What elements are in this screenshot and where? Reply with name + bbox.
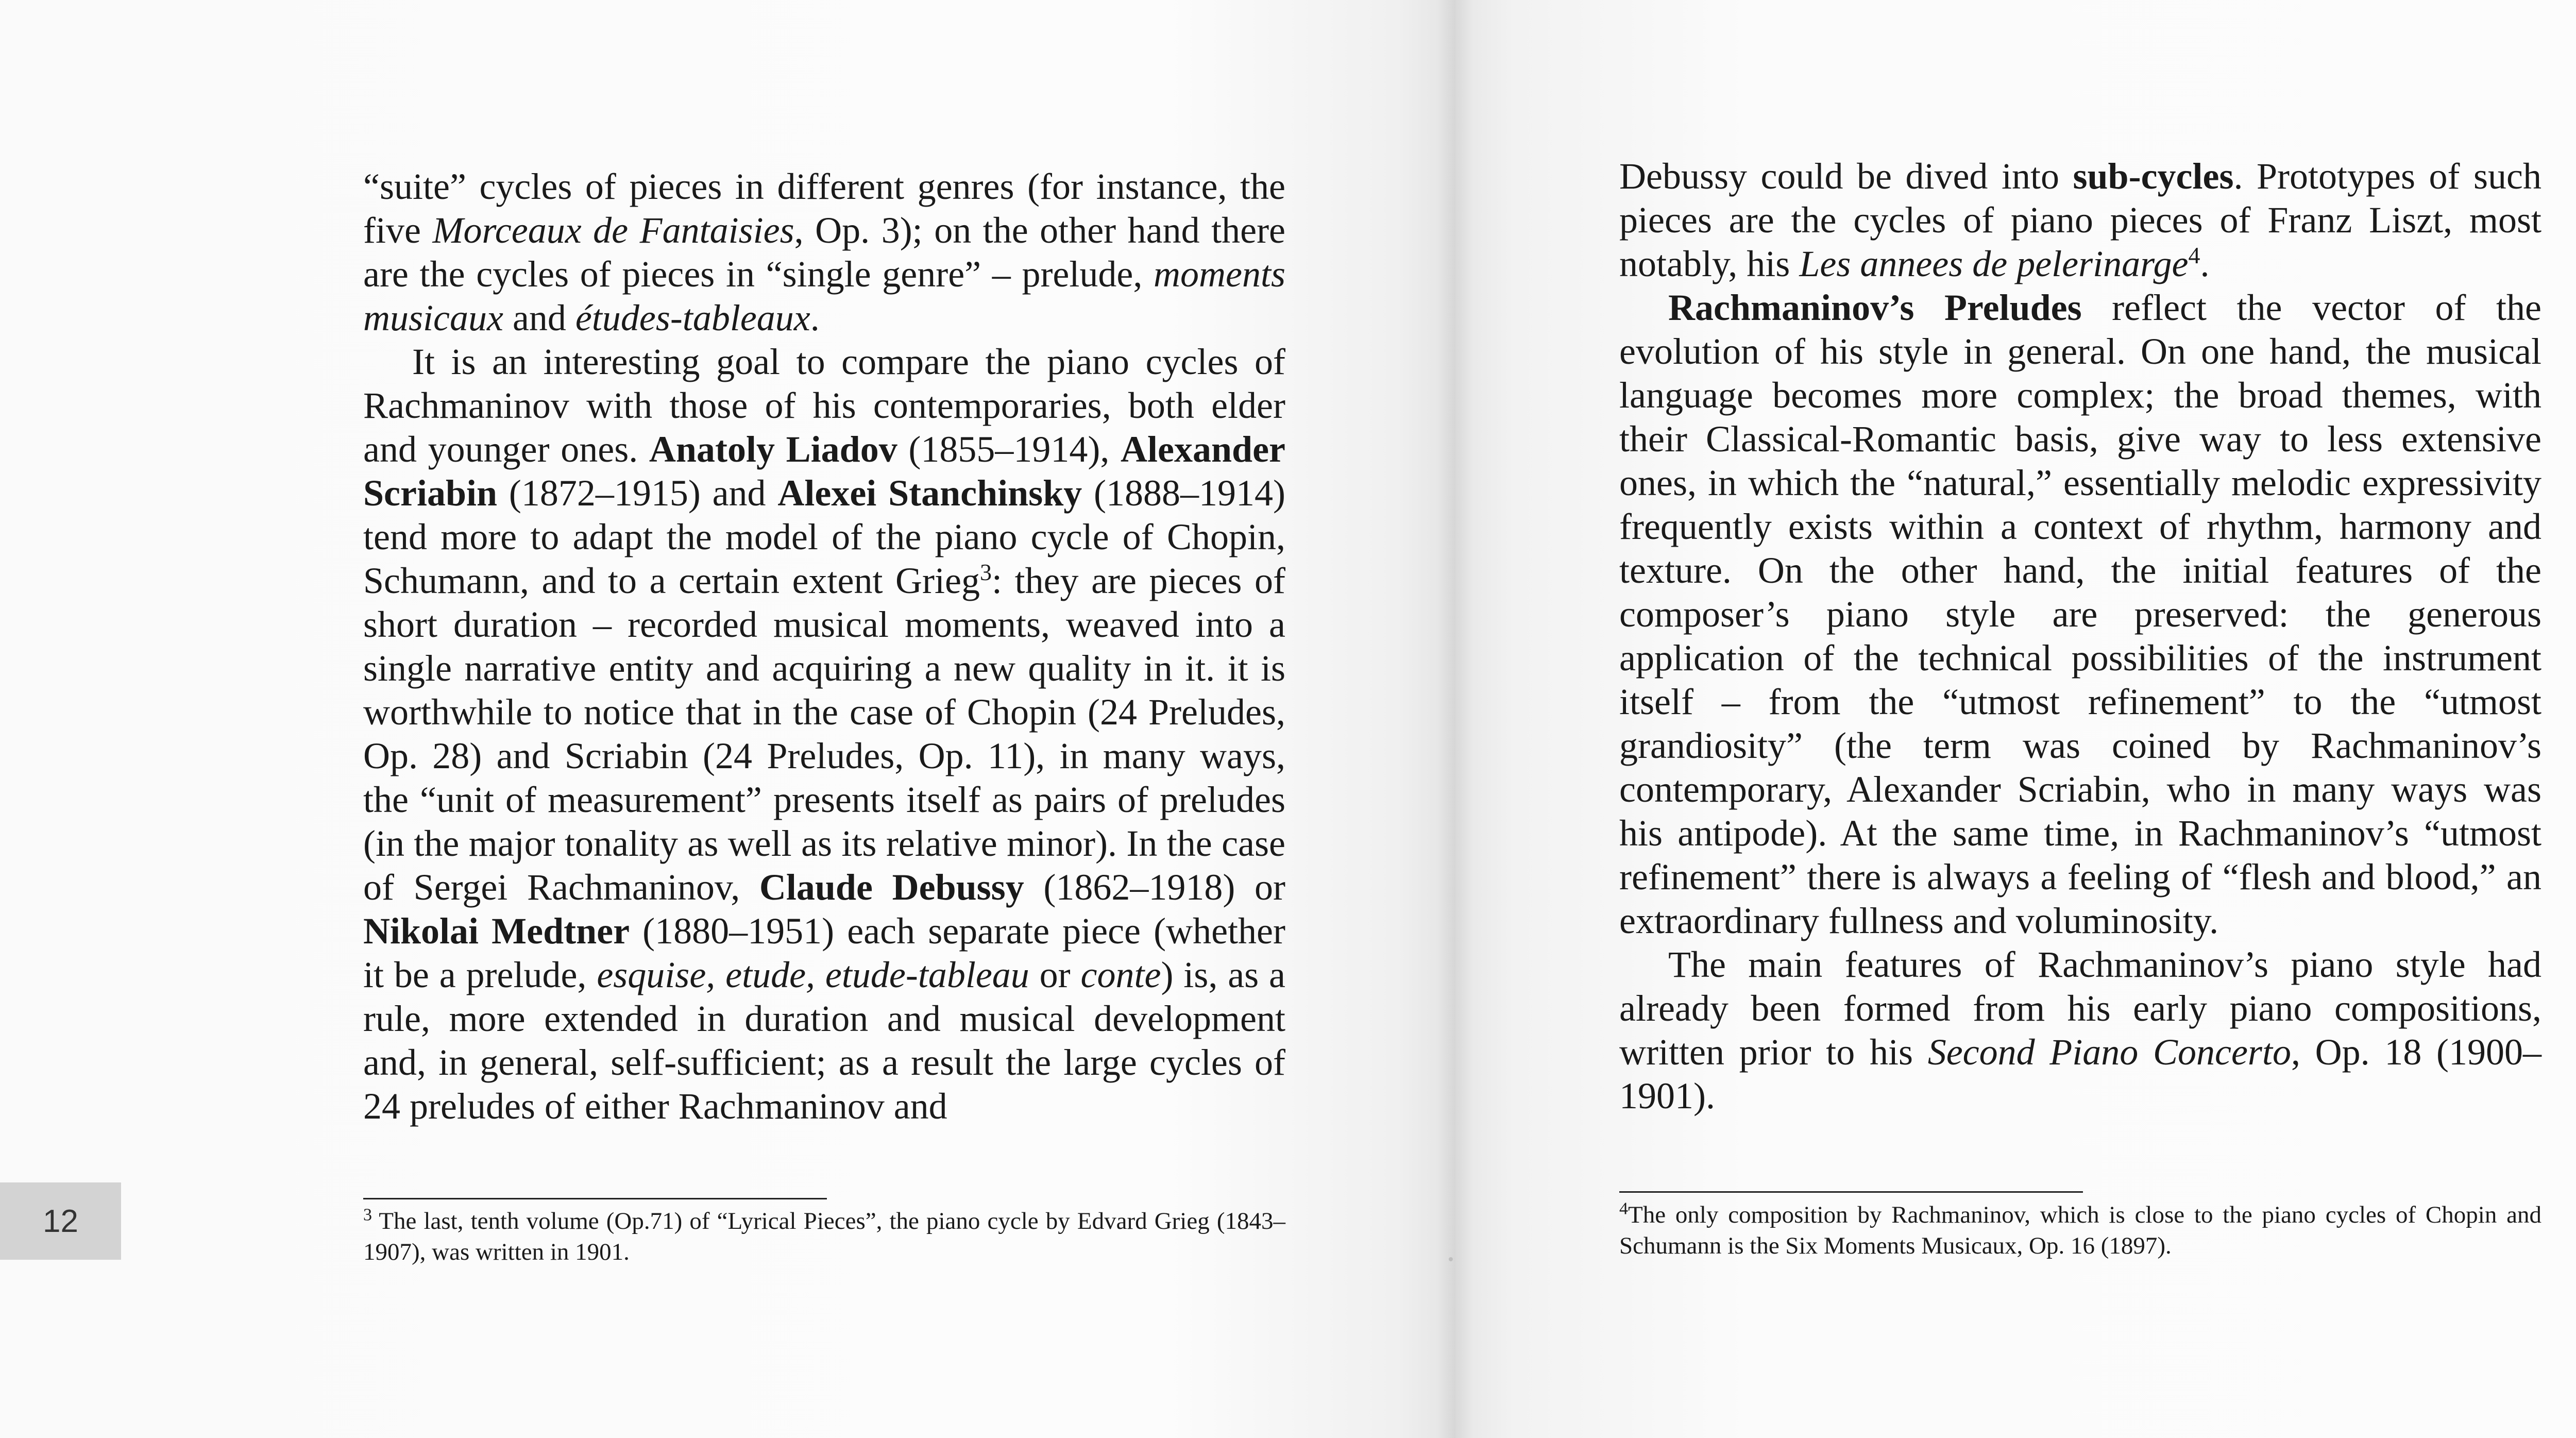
right-paragraph-2: Rachmaninov’s Preludes reflect the vector of the evolution of his style in general. On one hand, the musical language becomes more complex; the broad themes, with their Classical-Romantic basis, give way to less extensive ones, in which the “natural,” essentially melodic expressivity frequently exists within a context of rhythm, harmony and texture. On the other hand, the initial features of the composer’s piano style are preserved: the generous application of the technical possibilities of the instrument itself – from the “utmost refinement” to the “utmost grandiosity” (the term was coined by Rachmaninov’s contemporary, Alexander Scriabin, who in many ways was his antipode). At the same time, in Rachmaninov’s “utmost refinement” there is always a feeling of “flesh and blood,” an extraordinary fullness and voluminosity. [1619,287,2542,941]
footnote-ref-4: 4 [2188,242,2200,268]
footnote-number: 3 [363,1205,372,1225]
left-paragraph-1: “suite” cycles of pieces in different genres (for instance, the five Morceaux de Fantaisies, Op. 3); on the other hand there are the cycles of pieces in “single genre” – prelude, moments musicaux and études-tableaux. [363,166,1286,339]
footnote-number: 4 [1619,1199,1628,1219]
scan-speck [1449,1257,1453,1261]
left-page-number: 12 [0,1182,121,1260]
gutter-fold [1437,0,1473,1438]
footnote-ref-3: 3 [980,559,992,585]
left-body-text [363,165,1285,1128]
right-footnote: $^4$The only composition by Rachmaninov, which is close to the piano cycles of Chopin and Schumann is the Six Moments Musicaux, Op. 16 (1897). [1619,1199,2541,1259]
left-paragraph-2: It is an interesting goal to compare the piano cycles of Rachmaninov with those of his contemporaries, both elder and younger ones. Anatoly Liadov (1855–1914), Alexander Scriabin (1872–1915) and Alexei Stanchinsky (1888–1914) tend more to adapt the model of the piano cycle of Chopin, Schumann, and to a certain extent Grieg$^3$: they are pieces of short duration – recorded musical moments, weaved into a single narrative entity and acquiring a new quality in it. it is worthwhile to notice that in the case of Chopin (24 Preludes, Op. 28) and Scriabin (24 Preludes, Op. 11), in many ways, the “unit of measurement” presents itself as pairs of preludes (in the major tonality as well as its relative minor). In the case of Sergei Rachmaninov, Claude Debussy (1862–1918) or Nikolai Medtner (1880–1951) each separate piece (whether it be a prelude, esquise, etude, etude-tableau or conte) is, as a rule, more extended in duration and musical development and, in general, self-sufficient; as a result the large cycles of 24 preludes of either Rachmaninov and [363,341,1286,1127]
right-paragraph-3: The main features of Rachmaninov’s piano style had already been formed from his early piano compositions, written prior to his Second Piano Concerto, Op. 18 (1900–1901). [1619,944,2541,1116]
right-body-text [1619,155,2541,1118]
right-footnote-rule [1619,1191,2083,1193]
left-footnote-rule [363,1198,827,1199]
right-paragraph-1: Debussy could be dived into sub-cycles. Prototypes of such pieces are the cycles of piano pieces of Franz Liszt, most notably, his Les annees de pelerinarge$^4$. [1619,156,2541,284]
left-footnote: $^3$ The last, tenth volume (Op.71) of “Lyrical Pieces”, the piano cycle by Edvard Grieg (1843–1907), was written in 1901. [363,1205,1285,1265]
